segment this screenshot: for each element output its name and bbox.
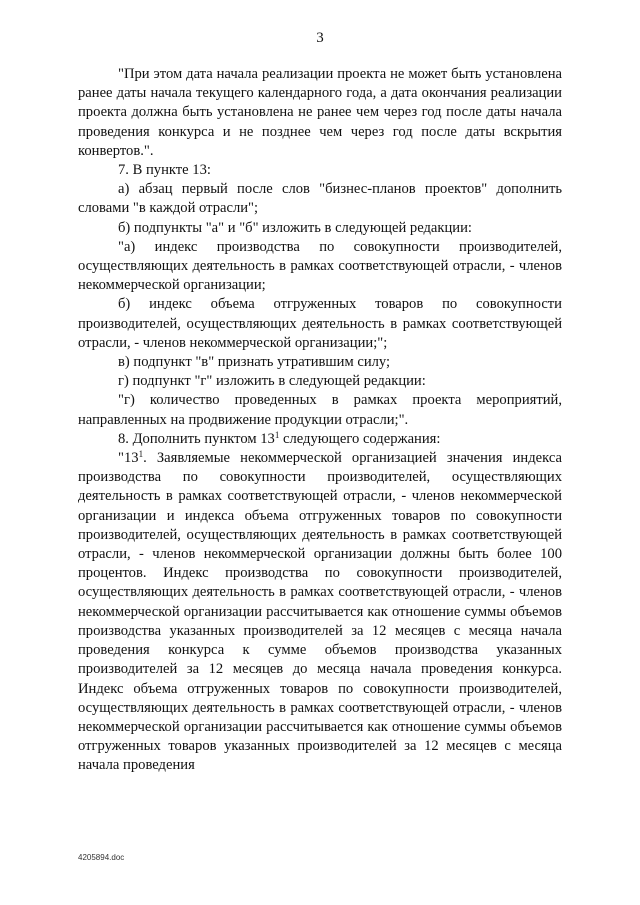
paragraph-item-7: 7. В пункте 13: — [118, 162, 211, 179]
paragraph-item-7g: г) подпункт "г" изложить в следующей редакции: — [118, 373, 426, 390]
paragraph-date-rules: "При этом дата начала реализации проекта не может быть установлена ранее даты начала текущего календарного года, а дата окончания реализации проекта должна быть установлена не ранее чем через год после даты начала проведения конкурса и не позднее чем через год после даты вскрытия конвертов.". — [78, 66, 562, 159]
document-footer: 4205894.doc — [78, 853, 125, 862]
page-number: 3 — [316, 30, 324, 46]
paragraph-subitem-b: б) индекс объема отгруженных товаров по совокупности производителей, осуществляющих деятельность в рамках соответствующей отрасли, - членов некоммерческой организации;"; — [78, 296, 562, 351]
paragraph-item-13-1 — [78, 449, 562, 775]
item-8-suffix: следующего содержания: — [279, 430, 441, 447]
item-13-1-prefix: "13 — [118, 450, 139, 467]
paragraph-item-7b: б) подпункты "а" и "б" изложить в следующей редакции: — [118, 219, 472, 236]
paragraph-item-7a: а) абзац первый после слов "бизнес-планов проектов" дополнить словами "в каждой отрасли"; — [78, 181, 562, 217]
paragraph-item-8 — [78, 430, 562, 449]
paragraph-subitem-a: "а) индекс производства по совокупности производителей, осуществляющих деятельность в рамках соответствующей отрасли, - членов некоммерческой организации; — [78, 238, 562, 294]
item-8-superscript: 1 — [274, 429, 280, 440]
paragraph-subitem-g: "г) количество проведенных в рамках проекта мероприятий, направленных на продвижение продукции отрасли;". — [78, 392, 562, 428]
item-8-prefix: 8. Дополнить пунктом 13 — [118, 430, 275, 447]
item-13-1-superscript: 1 — [138, 449, 144, 460]
paragraph-item-7v: в) подпункт "в" признать утратившим силу; — [118, 354, 391, 371]
item-13-1-text: . Заявляемые некоммерческой организацией значения индекса производства по совокупности производителей, осуществляющих деятельность в рамках соответствующей отрасли, - членов некоммерческой организации и индекса объема отгруженных товаров по совокупности производителей, осуществляющих деятельность в рамках соответствующей отрасли, - членов некоммерческой организации должны быть более 100 процентов. Индекс производства по совокупности производителей, осуществляющих деятельность в рамках соответствующей отрасли, - членов некоммерческой организации рассчитывается как отношение суммы объемов производства указанных производителей за 12 месяцев с месяца начала проведения конкурса к сумме объемов производства указанных производителей за 12 месяцев до месяца начала проведения конкурса. Индекс объема отгруженных товаров по совокупности производителей, осуществляющих деятельность в рамках соответствующей отрасли, - членов некоммерческой организации рассчитывается как отношение суммы объемов отгруженных товаров указанных производителей за 12 месяцев с месяца начала проведения — [78, 450, 562, 774]
document-body — [78, 65, 562, 776]
